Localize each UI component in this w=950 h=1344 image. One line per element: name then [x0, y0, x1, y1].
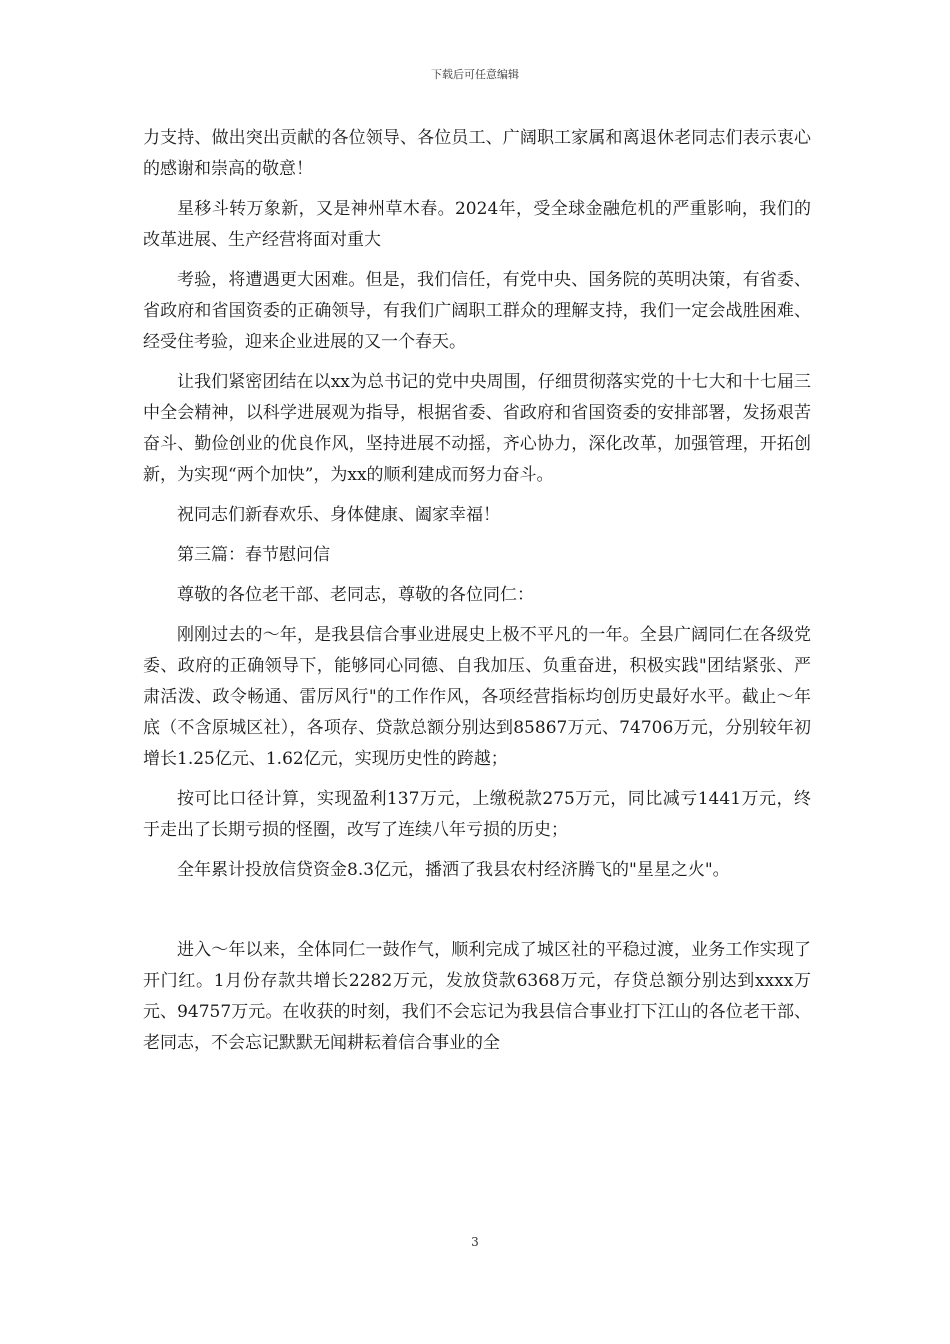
paragraph-profit: 按可比口径计算，实现盈利137万元，上缴税款275万元，同比减亏1441万元，终于走出了长期亏损的怪圈，改写了连续八年亏损的历史； [143, 789, 811, 840]
salutation: 尊敬的各位老干部、老同志，尊敬的各位同仁： [177, 585, 534, 605]
paragraph-credit: 全年累计投放信贷资金8.3亿元，播洒了我县农村经济腾飞的"星星之火"。 [177, 860, 730, 880]
document-body [143, 123, 811, 1068]
paragraph-past-year: 刚刚过去的～年，是我县信合事业进展史上极不平凡的一年。全县广阔同仁在各级党委、政府的正确领导下，能够同心同德、自我加压、负重奋进，积极实践"团结紧张、严肃活泼、政令畅通、雷厉风行"的工作作风，各项经营指标均创历史最好水平。截止～年底（不含原城区社），各项存、贷款总额分别达到85867万元、74706万元，分别较年初增长1.25亿元、1.62亿元，实现历史性的跨越； [143, 625, 811, 769]
paragraph-challenges: 考验，将遭遇更大困难。但是，我们信任，有党中央、国务院的英明决策，有省委、省政府和省国资委的正确领导，有我们广阔职工群众的理解支持，我们一定会战胜困难、经受住考验，迎来企业进展的又一个春天。 [143, 270, 811, 352]
page-number: 3 [471, 1235, 479, 1249]
page-header-note: 下载后可任意编辑 [431, 68, 519, 81]
paragraph-new-year: 星移斗转万象新，又是神州草木春。2024年，受全球金融危机的严重影响，我们的改革进展、生产经营将面对重大 [143, 199, 811, 250]
paragraph-unite: 让我们紧密团结在以xx为总书记的党中央周围，仔细贯彻落实党的十七大和十七届三中全会精神，以科学进展观为指导，根据省委、省政府和省国资委的安排部署，发扬艰苦奋斗、勤俭创业的优良作风，坚持进展不动摇，齐心协力，深化改革，加强管理，开拓创新，为实现“两个加快”，为xx的顺利建成而努力奋斗。 [143, 372, 811, 485]
section-heading: 第三篇：春节慰问信 [177, 545, 330, 565]
paragraph-wishes: 祝同志们新春欢乐、身体健康、阖家幸福！ [177, 505, 500, 525]
paragraph-thanks-continued: 力支持、做出突出贡献的各位领导、各位员工、广阔职工家属和离退休老同志们表示衷心的感谢和崇高的敬意！ [143, 128, 811, 179]
paragraph-new-start: 进入～年以来，全体同仁一鼓作气，顺利完成了城区社的平稳过渡，业务工作实现了开门红。1月份存款共增长2282万元，发放贷款6368万元，存贷总额分别达到xxxx万元、94757万元。在收获的时刻，我们不会忘记为我县信合事业打下江山的各位老干部、老同志，不会忘记默默无闻耕耘着信合事业的全 [143, 940, 811, 1053]
